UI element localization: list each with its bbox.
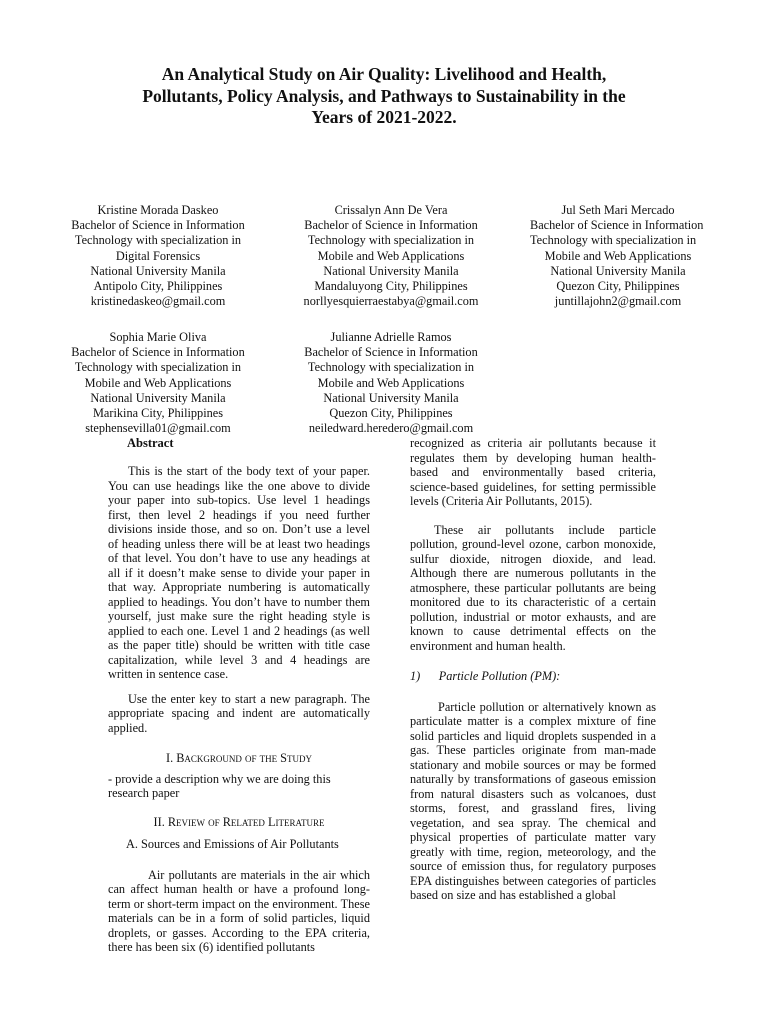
author-city: Mandaluyong City, Philippines	[314, 279, 468, 294]
abstract-heading: Abstract	[127, 436, 174, 450]
author-degree: Technology with specialization in	[530, 233, 697, 248]
author-name: Kristine Morada Daskeo	[97, 203, 219, 217]
author-degree: Bachelor of Science in Information	[304, 345, 478, 360]
body-paragraph: - provide a description why we are doing this research paper	[108, 771, 331, 800]
author-specialization: Mobile and Web Applications	[317, 375, 465, 390]
subsection-heading: 1) Particle Pollution (PM):	[410, 669, 561, 683]
author-name: Crissalyn Ann De Vera	[334, 203, 448, 217]
section-heading: II. Review of Related Literature	[153, 814, 325, 829]
left-column	[108, 464, 370, 955]
author-block	[530, 203, 706, 309]
author-name: Julianne Adrielle Ramos	[330, 330, 452, 344]
body-paragraph: recognized as criteria air pollutants because it regulates them by developing human health-based and environmentally based criteria, science-based guidelines, for setting permissible levels (Criteria Air Pollutants, 2015).	[410, 436, 656, 508]
author-name: Jul Seth Mari Mercado	[561, 203, 675, 217]
abstract-paragraph: Use the enter key to start a new paragraph. The appropriate spacing and indent are automatically applied.	[108, 691, 370, 735]
title-line: Years of 2021-2022.	[311, 107, 457, 127]
author-university: National University Manila	[90, 263, 226, 278]
paper-title	[100, 64, 668, 129]
body-paragraph: These air pollutants include particle pollution, ground-level ozone, carbon monoxide, sulfur dioxide, nitrogen dioxide, and lead. Although there are numerous pollutants in the atmosphere, these particular pollutants are being monitored due to its characteristic of a certain pollution, industrial or motor exhausts, and are known to cause detrimental effects on the environment and human health.	[410, 522, 656, 653]
author-name: Sophia Marie Oliva	[109, 330, 207, 344]
author-specialization: Digital Forensics	[115, 248, 201, 263]
author-degree: Technology with specialization in	[74, 360, 242, 375]
author-city: Antipolo City, Philippines	[93, 279, 223, 294]
author-email: neiledward.heredero@gmail.com	[308, 421, 474, 436]
abstract-paragraph: This is the start of the body text of your paper. You can use headings like the one above to divide your paper into sub-topics. Use level 1 headings first, then level 2 headings if you need further divisions inside those, and so on. Don’t use a level of heading unless there will be at least two headings of that level. You don’t have to use any headings at all if it doesn’t make sense to divide your paper in that way. Appropriate numbering is automatically applied to headings. You don’t have to number them yourself, just make sure the right heading style is applied to each one. Level 1 and 2 headings (as well as the paper title) should be written with title case capitalization, while level 3 and 4 headings are written in sentence case.	[108, 464, 370, 681]
body-paragraph: Air pollutants are materials in the air which can affect human health or have a profound long-term or short-term impact on the environment. These materials can be in a form of solid particles, liquid droplets, or gasses. According to the EPA criteria, there has been six (6) identified pollutants	[108, 867, 370, 954]
section-heading: I. Background of the Study	[165, 751, 312, 765]
author-degree: Bachelor of Science in Information	[71, 345, 245, 360]
author-university: National University Manila	[550, 263, 686, 278]
author-email: kristinedaskeo@gmail.com	[90, 294, 226, 309]
author-specialization: Mobile and Web Applications	[317, 248, 465, 263]
author-degree: Bachelor of Science in Information	[304, 218, 478, 233]
author-degree: Technology with specialization in	[74, 233, 242, 248]
title-line: An Analytical Study on Air Quality: Livelihood and Health,	[161, 64, 607, 84]
right-column	[410, 436, 656, 903]
author-degree: Bachelor of Science in Information	[71, 218, 245, 233]
title-line: Pollutants, Policy Analysis, and Pathways to Sustainability in the	[142, 85, 626, 106]
author-block	[62, 330, 254, 436]
author-degree: Technology with specialization in	[307, 360, 475, 375]
author-block	[290, 330, 492, 436]
author-university: National University Manila	[90, 390, 226, 405]
author-specialization: Mobile and Web Applications	[544, 248, 692, 263]
author-block	[290, 203, 492, 309]
author-degree: Technology with specialization in	[307, 233, 475, 248]
author-block	[62, 203, 254, 309]
subsection-heading: A. Sources and Emissions of Air Pollutants	[126, 837, 339, 851]
author-email: juntillajohn2@gmail.com	[554, 294, 682, 309]
author-city: Quezon City, Philippines	[329, 406, 453, 421]
author-email: stephensevilla01@gmail.com	[85, 421, 231, 436]
author-degree: Bachelor of Science in Information	[530, 218, 704, 233]
author-university: National University Manila	[323, 390, 459, 405]
body-paragraph: Particle pollution or alternatively known as particulate matter is a complex mixture of fine solid particles and liquid droplets suspended in a gas. These particles originate from man-made stationary and mobile sources or may be formed naturally by transformations of gaseous emission from natural disasters such as volcanoes, dust storms, forest, and grassland fires, living vegetation, and sea spray. The chemical and physical properties of particulate matter vary greatly with time, region, meteorology, and the source of emission thus, for regulatory purposes EPA distinguishes between categories of particles based on size and has established a global	[410, 699, 656, 902]
author-city: Marikina City, Philippines	[92, 406, 224, 421]
author-specialization: Mobile and Web Applications	[84, 375, 232, 390]
author-city: Quezon City, Philippines	[556, 279, 680, 294]
author-email: norllyesquierraestabya@gmail.com	[303, 294, 479, 309]
author-university: National University Manila	[323, 263, 459, 278]
